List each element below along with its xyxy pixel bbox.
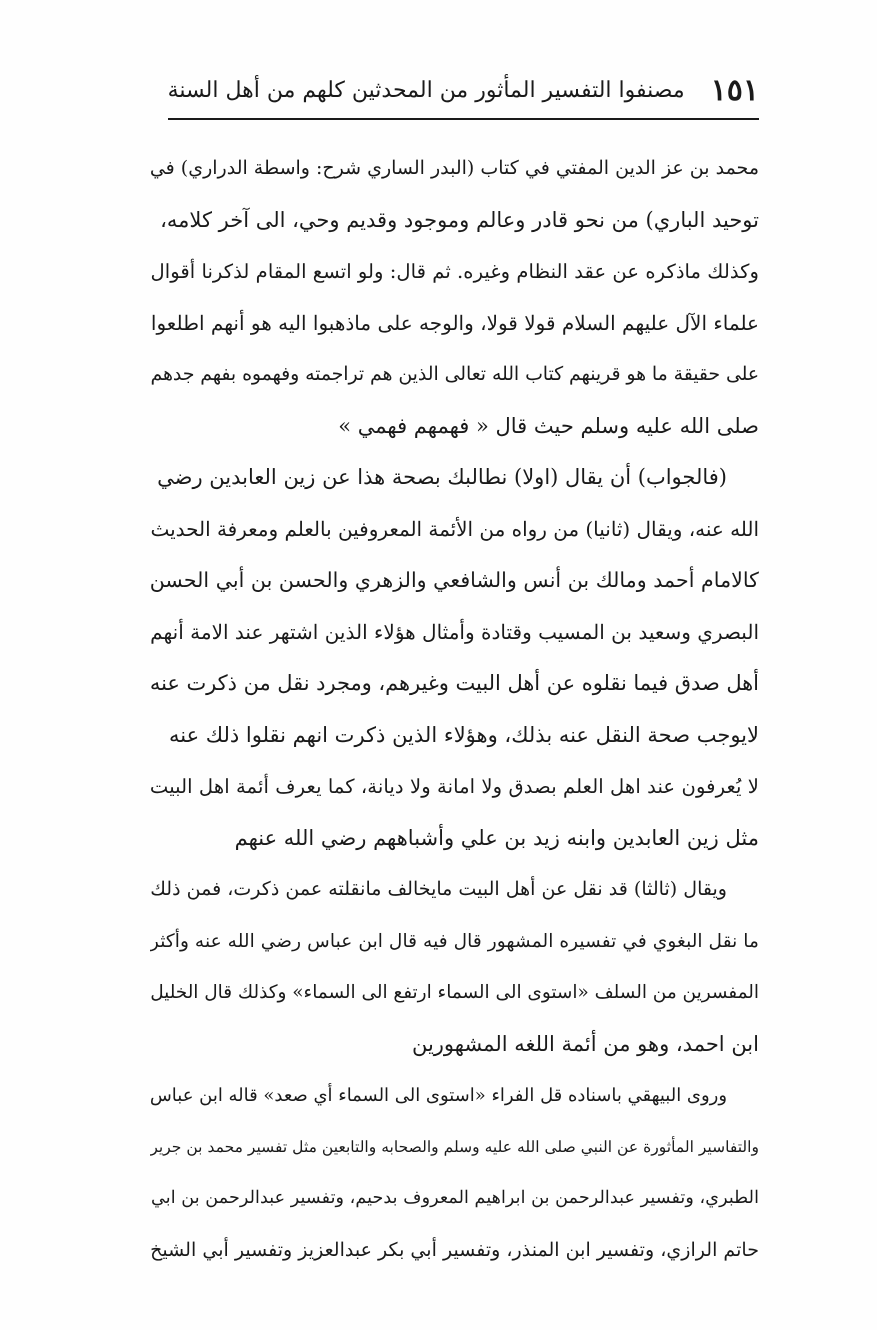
text-line: المفسرين من السلف «استوى الى السماء ارتفع الى السماء» وكذلك قال الخليل bbox=[150, 982, 759, 1003]
text-line: وكذلك ماذكره عن عقد النظام وغيره. ثم قال: ولو اتسع المقام لذكرنا أقوال bbox=[150, 260, 759, 283]
text-line: (فالجواب) أن يقال (اولا) نطالبك بصحة هذا عن زين العابدين رضي bbox=[157, 465, 727, 489]
text-line: والتفاسير المأثورة عن النبي صلى الله عليه وسلم والصحابه والتابعين مثل تفسير محمد بن جرير bbox=[150, 1137, 759, 1156]
text-line: البصري وسعيد بن المسيب وقتادة وأمثال هؤلاء الذين اشتهر عند الامة أنهم bbox=[150, 619, 759, 644]
page-number: ١٥١ bbox=[710, 72, 759, 108]
text-line: محمد بن عز الدين المفتي في كتاب (البدر الساري شرح: واسطة الدراري) في bbox=[150, 157, 759, 179]
text-line: على حقيقة ما هو قرينهم كتاب الله تعالى الذين هم تراجمته وفهموه بفهم جدهم bbox=[150, 364, 759, 385]
text-line: ويقال (ثالثا) قد نقل عن أهل البيت مايخالف مانقلته عمن ذكرت، فمن ذلك bbox=[150, 878, 727, 900]
text-line: ابن احمد، وهو من أئمة اللغه المشهورين bbox=[411, 1031, 759, 1056]
text-line: صلى الله عليه وسلم حيث قال « فهمهم فهمي » bbox=[338, 413, 759, 438]
text-line: وروى البيهقي باسناده قل الفراء «استوى الى السماء أي صعد» قاله ابن عباس bbox=[150, 1085, 727, 1106]
text-line: لايوجب صحة النقل عنه بذلك، وهؤلاء الذين ذكرت انهم نقلوا ذلك عنه bbox=[168, 722, 759, 747]
text-line: توحيد الباري) من نحو قادر وعالم وموجود وقديم وحي، الى آخر كلامه، bbox=[160, 207, 759, 232]
text-line: حاتم الرازي، وتفسير ابن المنذر، وتفسير أبي بكر عبدالعزيز وتفسير أبي الشيخ bbox=[150, 1238, 759, 1261]
running-title: مصنفوا التفسير المأثور من المحدثين كلهم من أهل السنة bbox=[167, 77, 685, 103]
text-line: ما نقل البغوي في تفسيره المشهور قال فيه قال ابن عباس رضي الله عنه وأكثر bbox=[150, 930, 759, 952]
text-line: الطبري، وتفسير عبدالرحمن بن ابراهيم المعروف بدحيم، وتفسير عبدالرحمن بن ابي bbox=[151, 1188, 759, 1208]
body-text bbox=[150, 143, 759, 1276]
text-line: كالامام أحمد ومالك بن أنس والشافعي والزهري والحسن بن أبي الحسن bbox=[150, 568, 759, 592]
text-line: لا يُعرفون عند اهل العلم بصدق ولا امانة ولا ديانة، كما يعرف أئمة اهل البيت bbox=[150, 775, 759, 798]
header-rule bbox=[168, 118, 759, 120]
text-line: أهل صدق فيما نقلوه عن أهل البيت وغيرهم، ومجرد نقل من ذكرت عنه bbox=[150, 671, 759, 695]
text-line: الله عنه، ويقال (ثانيا) من رواه من الأئمة المعروفين بالعلم ومعرفة الحديث bbox=[150, 516, 759, 541]
page-header bbox=[168, 68, 759, 112]
text-line: مثل زين العابدين وابنه زيد بن علي وأشباههم رضي الله عنهم bbox=[234, 825, 759, 850]
text-line: علماء الآل عليهم السلام قولا قولا، والوجه على ماذهبوا اليه هو أنهم اطلعوا bbox=[150, 310, 759, 335]
